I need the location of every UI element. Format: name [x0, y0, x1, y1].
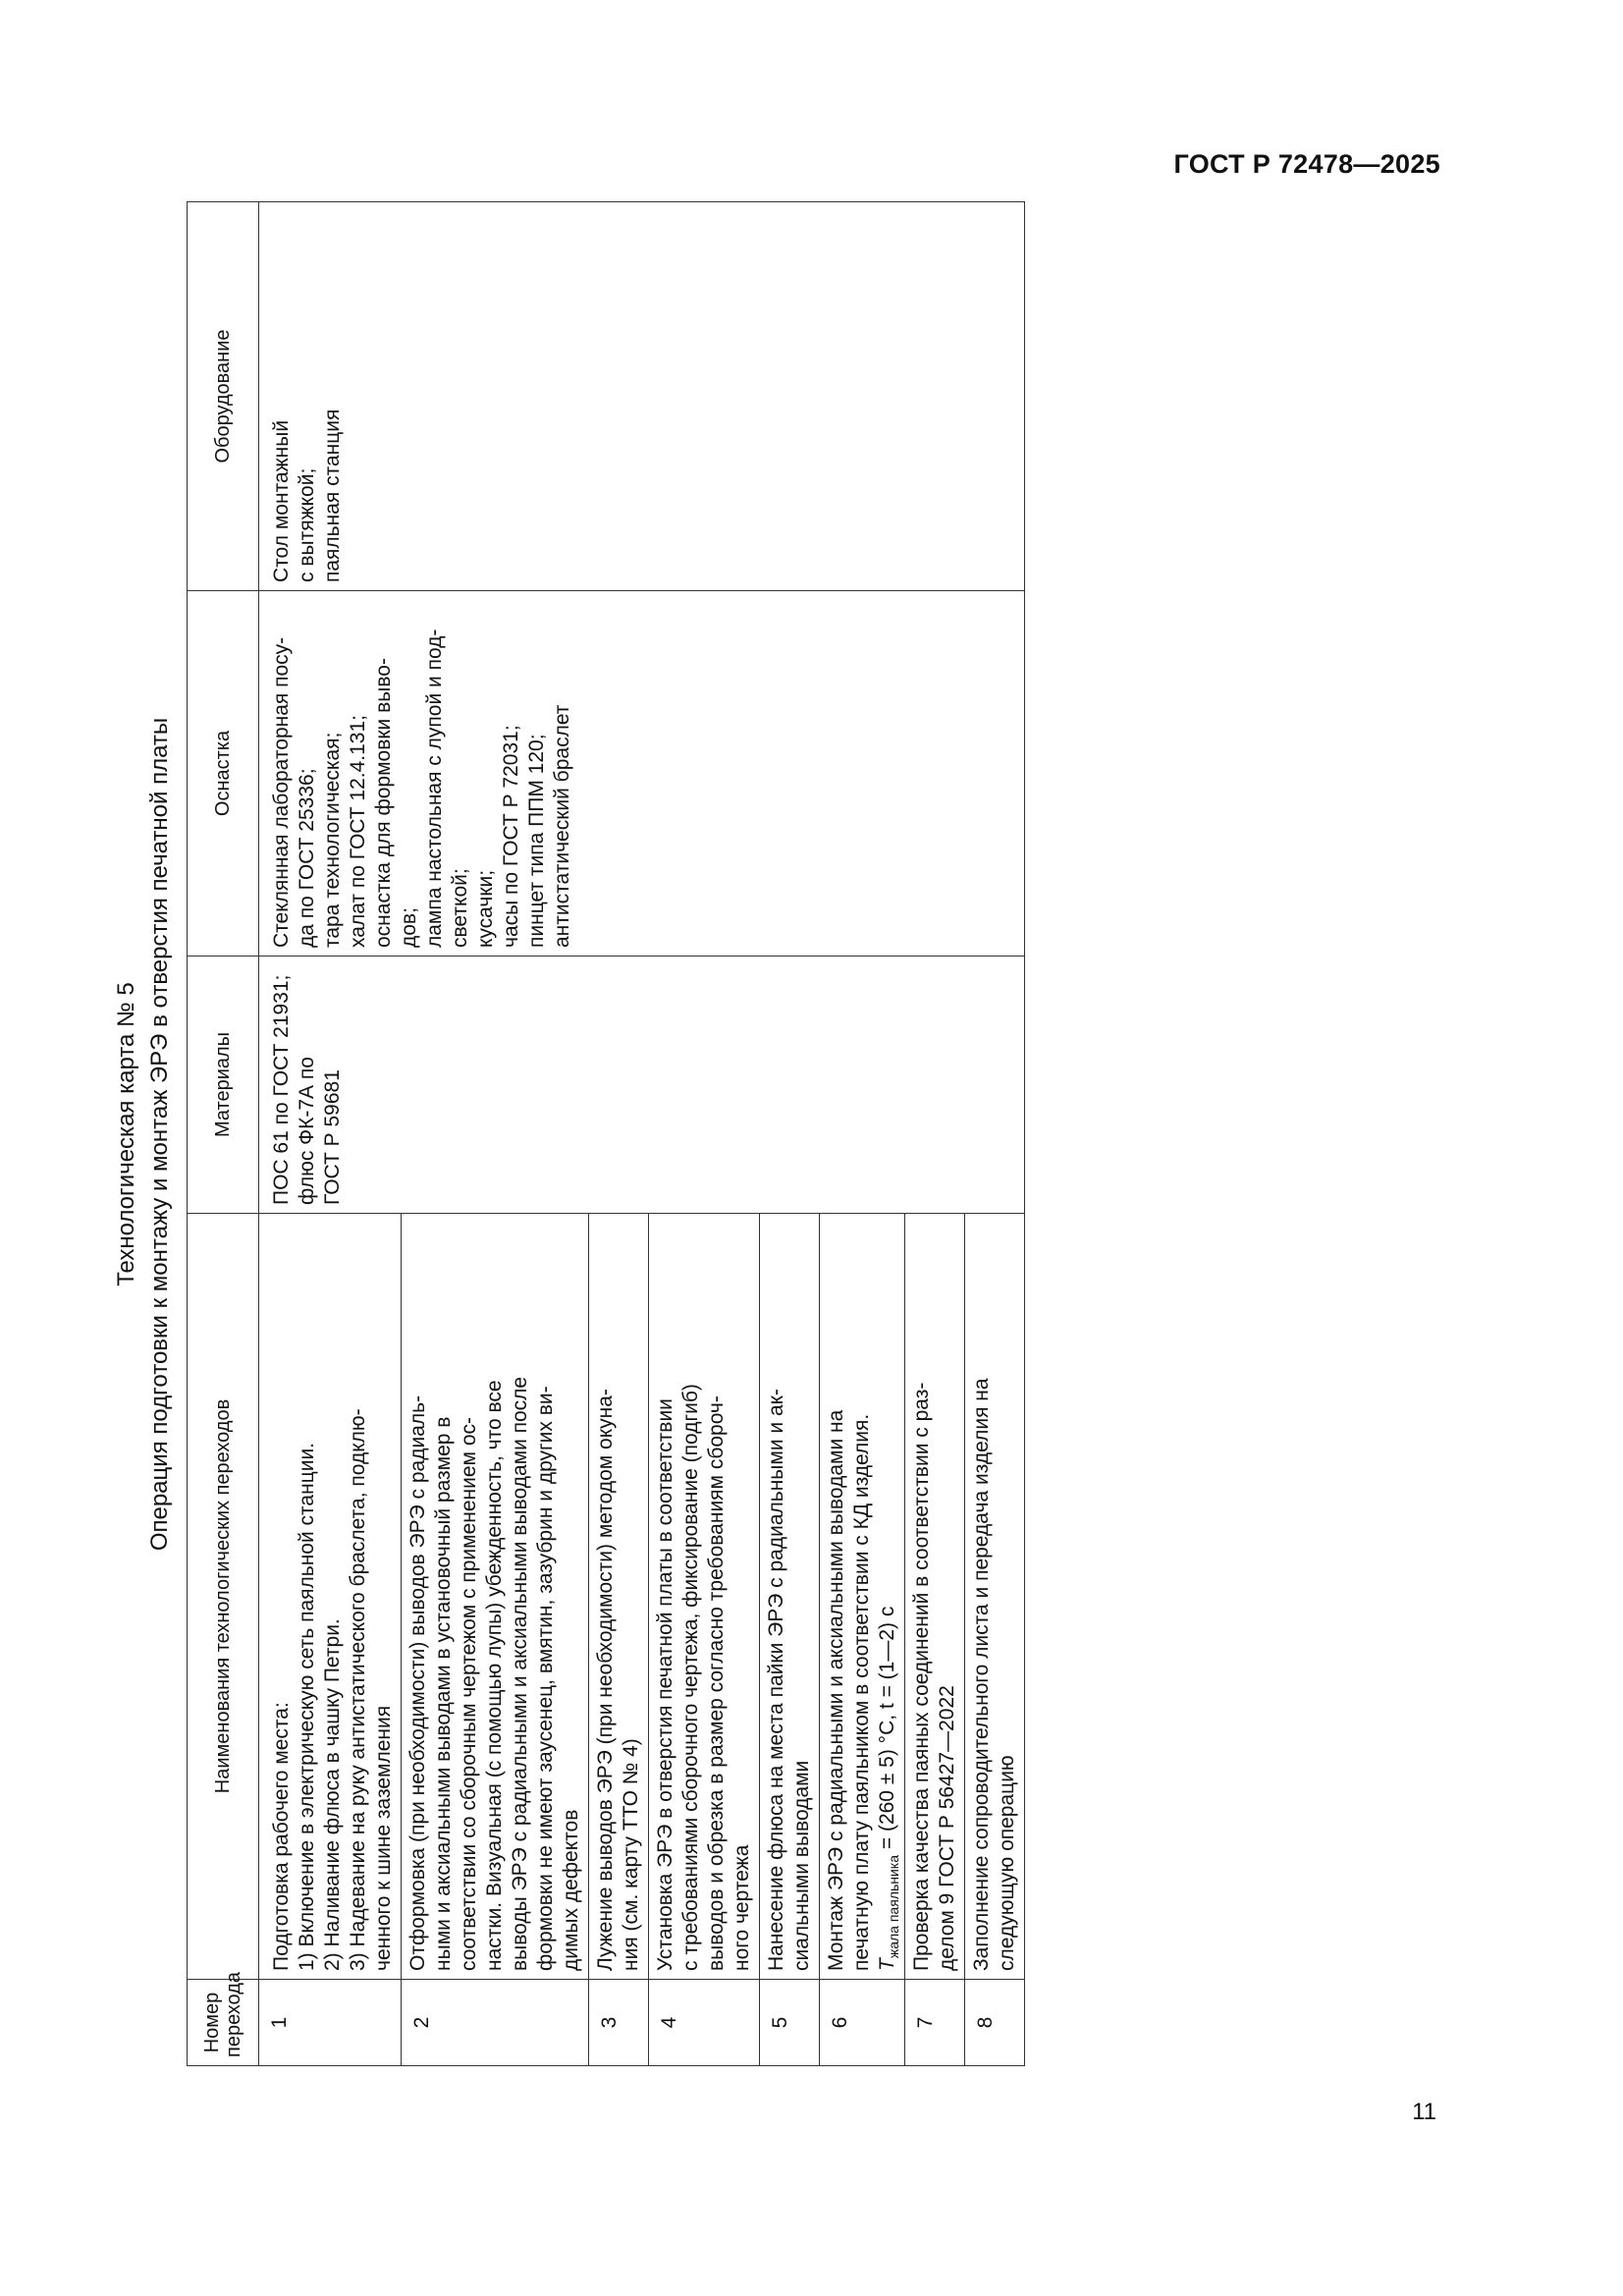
transition-line: 3) Надевание на руку антистатического браслета, подклю-	[347, 1408, 369, 1971]
material-line: ГОСТ Р 59681	[321, 1069, 344, 1205]
tooling-line: да по ГОСТ 25336;	[296, 768, 318, 948]
standard-header: ГОСТ Р 72478—2025	[1173, 149, 1440, 179]
transition-description	[259, 1214, 402, 1980]
tooling-line: лампа настольная с лупой и под-	[423, 629, 446, 948]
transition-line: печатную плату паяльником в соответствии с КД изделия.	[850, 1413, 873, 1971]
transition-line: ченного к шине заземления	[372, 1705, 395, 1971]
tooling-line: дов;	[398, 907, 420, 948]
materials-cell	[259, 957, 1025, 1214]
column-header-materials: Материалы	[188, 957, 259, 1214]
transition-line: выводы ЭРЭ с радиальными и аксиальными выводами после	[509, 1376, 531, 1971]
column-header-tooling: Оснастка	[188, 591, 259, 957]
transition-line: соответствии со сборочным чертежом с применением ос-	[458, 1417, 480, 1971]
transition-number: 6	[820, 1980, 905, 2066]
transition-line: димых дефектов	[560, 1809, 582, 1971]
tooling-line: кусачки;	[474, 869, 497, 948]
transition-line: сиальными выводами	[790, 1760, 813, 1971]
tooling-line: Стеклянная лабораторная посу-	[270, 636, 293, 948]
transition-line: Установка ЭРЭ в отверстия печатной платы в соответствии	[654, 1398, 676, 1971]
transition-line: 2) Наливание флюса в чашку Петри.	[321, 1618, 344, 1971]
transition-line: формовки не имеют заусенец, вмятин, зазубрин и других ви-	[534, 1386, 557, 1971]
column-header-number: Номер перехода	[188, 1980, 259, 2066]
tooling-cell	[259, 591, 1025, 957]
page-number: 11	[1412, 2099, 1436, 2125]
transition-number: 7	[905, 1980, 965, 2066]
transition-description	[649, 1214, 760, 1980]
temperature-formula	[875, 1222, 900, 1971]
column-header-equipment: Оборудование	[188, 202, 259, 591]
transition-number: 3	[589, 1980, 649, 2066]
transition-line: выводов и обрезка в размер согласно требованиям сбороч-	[705, 1395, 728, 1971]
transition-line: настки. Визуальная (с помощью лупы) убежденность, что все	[483, 1380, 506, 1971]
operation-subtitle: Операция подготовки к монтажу и монтаж ЭРЭ в отверстия печатной платы	[146, 717, 173, 1552]
transition-description	[965, 1214, 1025, 1980]
equipment-line: паяльная станция	[321, 409, 344, 582]
transition-line: 1) Включение в электрическую сеть паяльной станции.	[296, 1442, 318, 1971]
formula-subscript: жала паяльника	[886, 1854, 902, 1959]
material-line: флюс ФК-7А по	[296, 1057, 318, 1205]
equipment-line: с вытяжкой;	[296, 467, 318, 582]
transition-description	[402, 1214, 589, 1980]
transition-description	[905, 1214, 965, 1980]
transition-number: 2	[402, 1980, 589, 2066]
transition-description	[589, 1214, 649, 1980]
transition-number: 4	[649, 1980, 760, 2066]
transition-line: с требованиями сборочного чертежа, фиксирование (подгиб)	[679, 1384, 702, 1971]
transition-line: ния (см. карту ТТО № 4)	[620, 1738, 642, 1971]
transition-description	[760, 1214, 820, 1980]
column-header-transitions: Наименования технологических переходов	[188, 1214, 259, 1980]
transition-number: 1	[259, 1980, 402, 2066]
transition-line: Проверка качества паяных соединений в соответствии с раз-	[910, 1382, 933, 1971]
formula-symbol: T	[876, 1958, 898, 1971]
tooling-line: халат по ГОСТ 12.4.131;	[347, 715, 369, 948]
equipment-line: Стол монтажный	[270, 419, 293, 582]
equipment-cell	[259, 202, 1025, 591]
tooling-line: тара технологическая;	[321, 732, 344, 948]
tooling-line: пинцет типа ППМ 120;	[525, 734, 548, 948]
map-title: Технологическая карта № 5	[113, 982, 139, 1286]
transition-line: ными и аксиальными выводами в установочный размер в	[432, 1416, 455, 1971]
table-row	[259, 202, 402, 2066]
rotated-table-block	[108, 187, 1286, 2082]
tooling-line: оснастка для формовки выво-	[372, 658, 395, 948]
transition-line: Нанесение флюса на места пайки ЭРЭ с радиальными и ак-	[765, 1389, 787, 1971]
transition-description	[820, 1214, 905, 1980]
transition-number: 8	[965, 1980, 1025, 2066]
transition-line: делом 9 ГОСТ Р 56427—2022	[936, 1685, 958, 1971]
transition-line: ного чертежа	[730, 1844, 753, 1971]
transition-line: Подготовка рабочего места:	[270, 1702, 293, 1971]
transition-number: 5	[760, 1980, 820, 2066]
formula-rest: = (260 ± 5) °C, t = (1—2) с	[876, 1606, 898, 1855]
material-line: ПОС 61 по ГОСТ 21931;	[270, 974, 293, 1205]
technological-map-table	[187, 201, 1025, 2066]
transition-line: Заполнение сопроводительного листа и передача изделия на	[970, 1378, 993, 1971]
transition-line: следующую операцию	[996, 1755, 1018, 1971]
tooling-line: светкой;	[449, 868, 471, 948]
table-header-row	[188, 202, 259, 2066]
transition-line: Лужение выводов ЭРЭ (при необходимости) методом окуна-	[594, 1389, 617, 1971]
transition-line: Отформовка (при необходимости) выводов ЭРЭ с радиаль-	[406, 1394, 429, 1971]
tooling-line: антистатический браслет	[551, 704, 573, 948]
tooling-line: часы по ГОСТ Р 72031;	[500, 725, 522, 948]
transition-line: Монтаж ЭРЭ с радиальными и аксиальными выводами на	[825, 1409, 847, 1971]
